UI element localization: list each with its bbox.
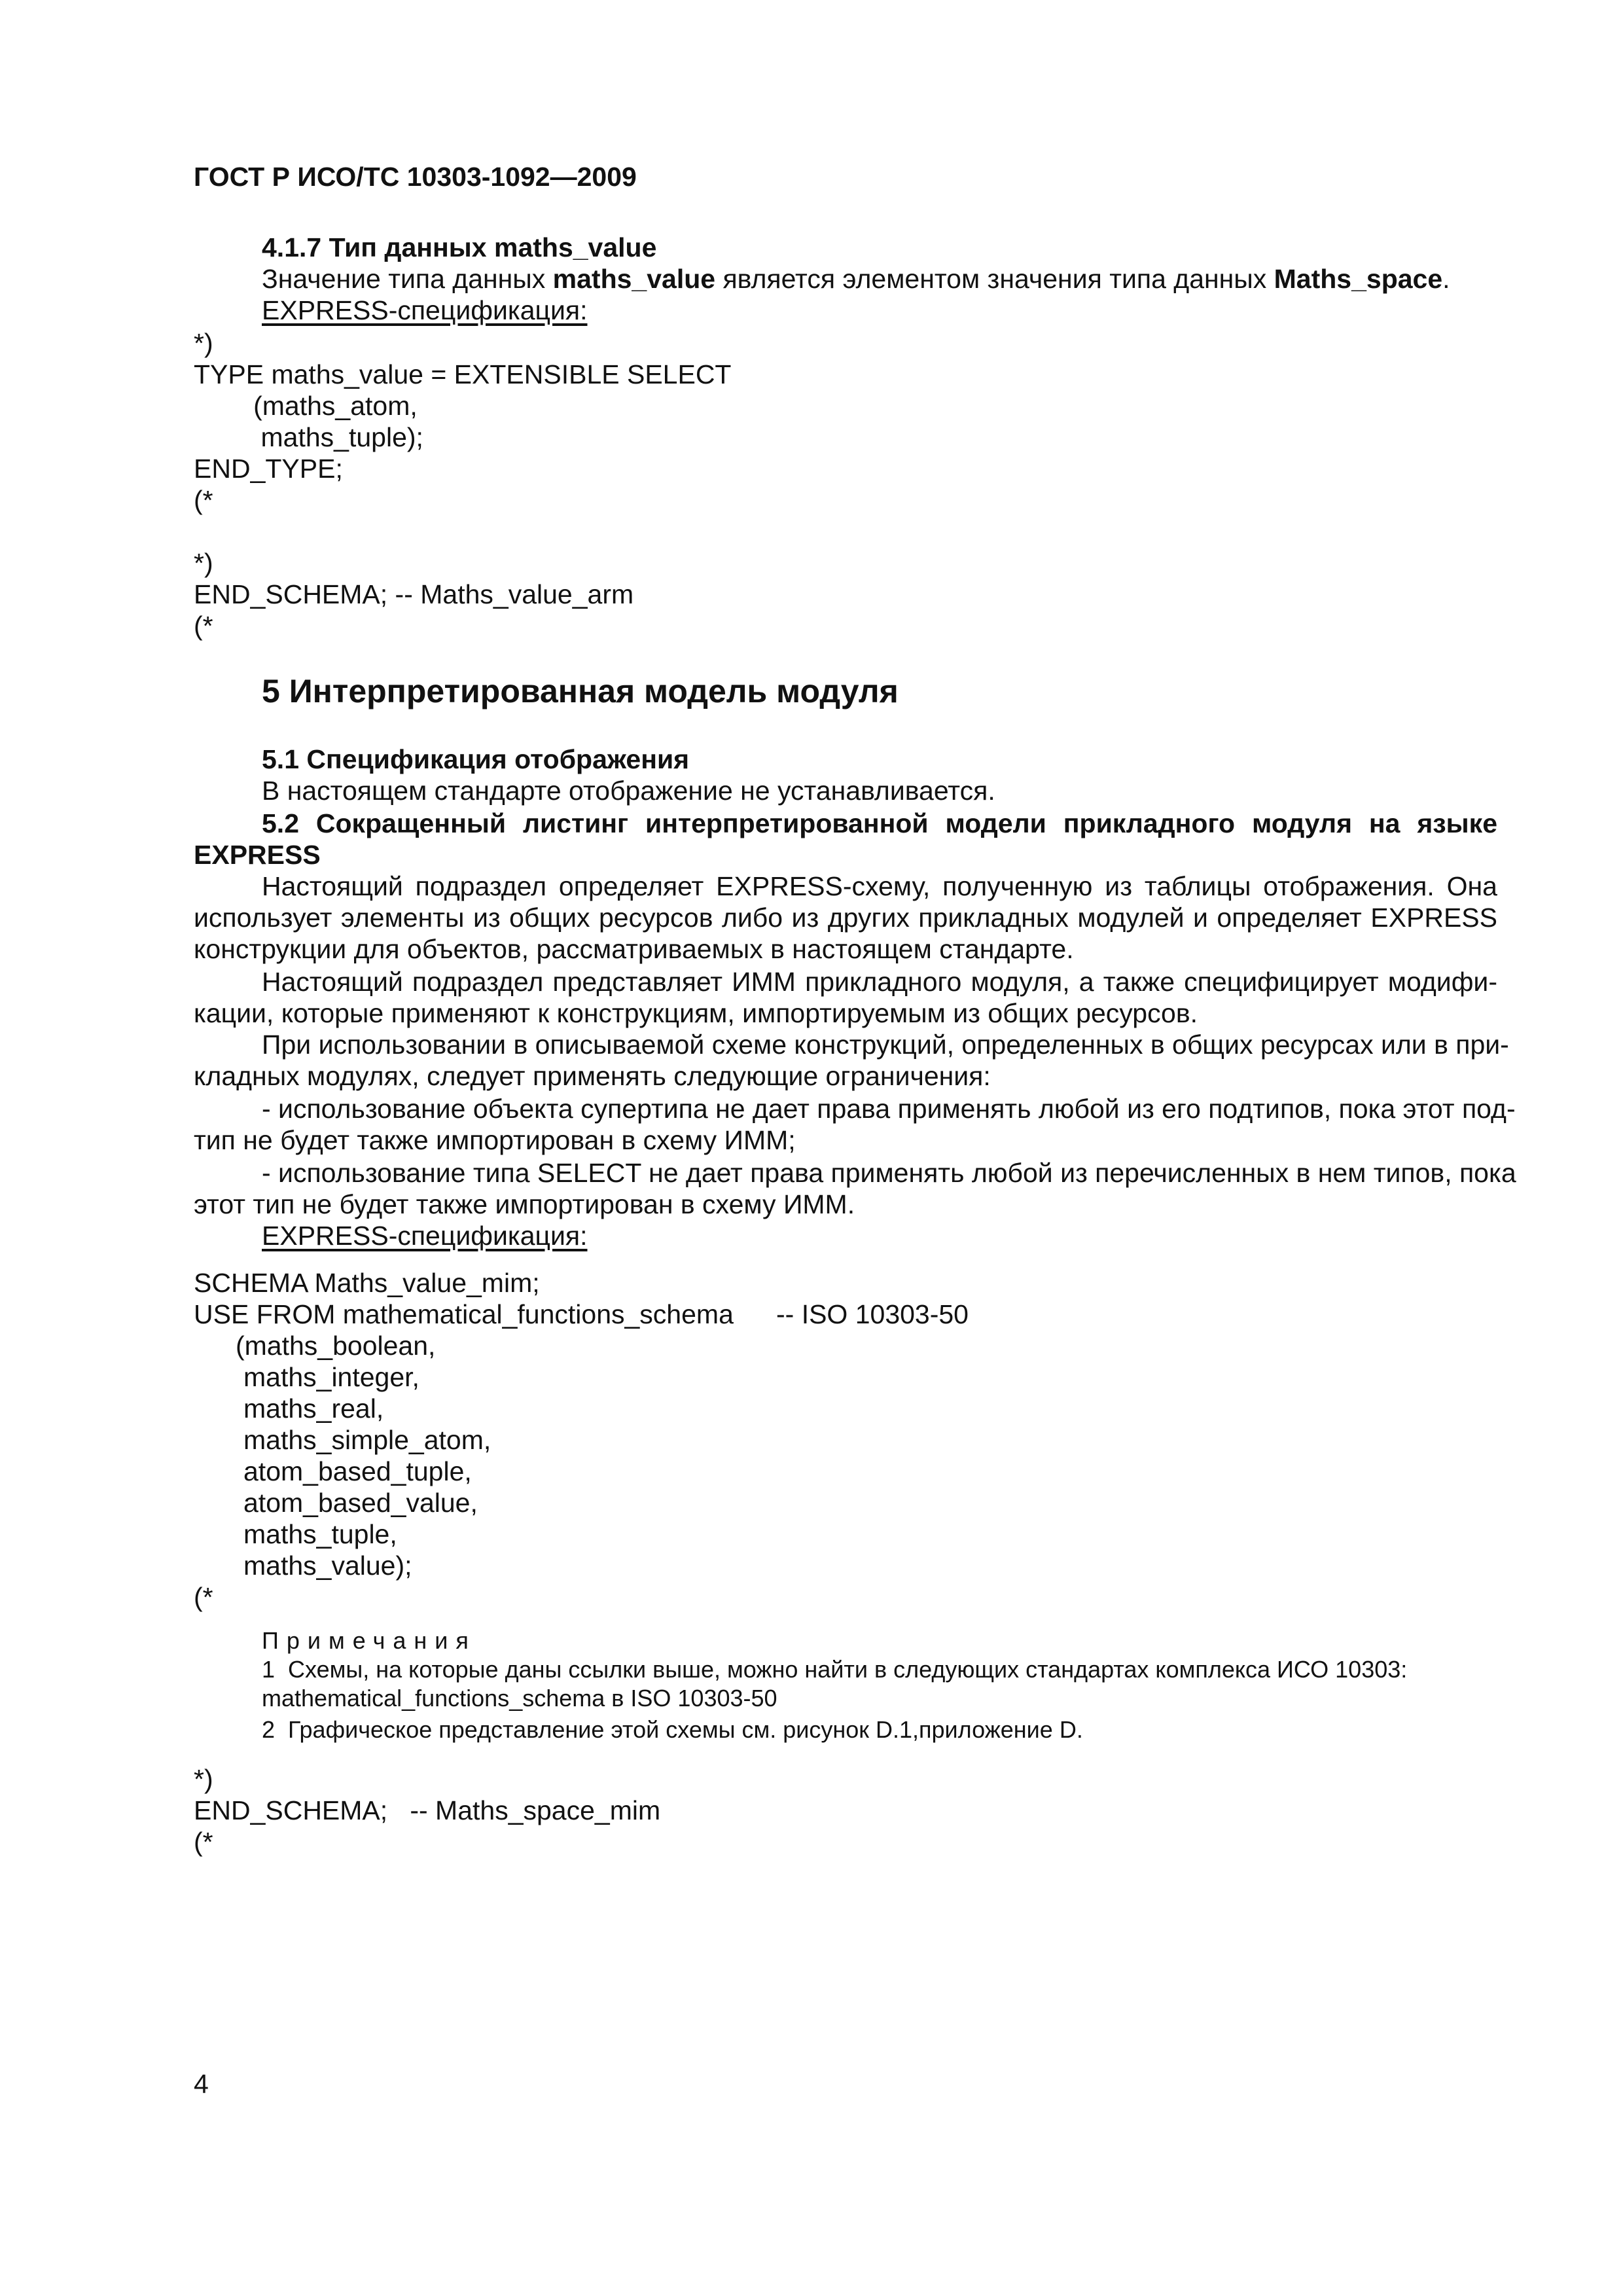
code-line: END_SCHEMA; -- Maths_value_arm <box>194 579 634 609</box>
paragraph-line: Настоящий подраздел определяет EXPRESS-схему, полученную из таблицы отображения. Она <box>262 871 1497 901</box>
code-comment: -- ISO 10303-50 <box>776 1299 969 1329</box>
express-spec-label: EXPRESS-спецификация: <box>262 295 588 325</box>
code-line: maths_simple_atom, <box>243 1425 491 1455</box>
paragraph-line: При использовании в описываемой схеме конструкций, определенных в общих ресурсах или в при- <box>262 1030 1509 1060</box>
code-line: END_TYPE; <box>194 454 343 484</box>
paragraph-line: кладных модулях, следует применять следующие ограничения: <box>194 1061 991 1091</box>
code-line: maths_real, <box>243 1393 384 1424</box>
code-line: (maths_boolean, <box>236 1331 436 1361</box>
code-line: atom_based_value, <box>243 1488 478 1518</box>
paragraph-line: Настоящий подраздел представляет ИММ прикладного модуля, а также специфицирует модифи- <box>262 967 1497 997</box>
section-5-2-title-cont: EXPRESS <box>194 840 321 870</box>
code-line: SCHEMA Maths_value_mim; <box>194 1268 540 1298</box>
paragraph-line: - использование объекта супертипа не дает права применять любой из его подтипов, пока этот под- <box>262 1094 1516 1124</box>
code-line: (* <box>194 485 213 515</box>
section-5-1-title: 5.1 Спецификация отображения <box>262 744 690 774</box>
paragraph-line: использует элементы из общих ресурсов либо из других прикладных модулей и определяет EXPRESS <box>194 903 1497 933</box>
code-line: atom_based_tuple, <box>243 1456 472 1486</box>
code-line: END_SCHEMA; -- Maths_space_mim <box>194 1795 661 1825</box>
paragraph-line: кации, которые применяют к конструкциям, импортируемым из общих ресурсов. <box>194 998 1198 1028</box>
note-1: 1 Схемы, на которые даны ссылки выше, можно найти в следующих стандартах комплекса ИСО 10303: <box>262 1656 1408 1683</box>
code-line: maths_integer, <box>243 1362 419 1392</box>
paragraph-line: - использование типа SELECT не дает права применять любой из перечисленных в нем типов, пока <box>262 1158 1516 1188</box>
paragraph-line: тип не будет также импортирован в схему ИММ; <box>194 1125 796 1155</box>
code-line: *) <box>194 328 213 358</box>
code-line: TYPE maths_value = EXTENSIBLE SELECT <box>194 359 732 389</box>
code-line: (maths_atom, <box>194 391 418 421</box>
paragraph-line: конструкции для объектов, рассматриваемых в настоящем стандарте. <box>194 934 1074 964</box>
document-header: ГОСТ Р ИСО/ТС 10303-1092—2009 <box>194 162 637 192</box>
code-line: (* <box>194 1582 213 1612</box>
code-line: (* <box>194 1827 213 1857</box>
code-line: *) <box>194 548 213 578</box>
paragraph-line: этот тип не будет также импортирован в схему ИММ. <box>194 1189 855 1219</box>
code-line: (* <box>194 611 213 641</box>
code-line: *) <box>194 1764 213 1794</box>
code-line: maths_tuple, <box>243 1519 397 1549</box>
page-number: 4 <box>194 2069 209 2099</box>
express-spec-label: EXPRESS-спецификация: <box>262 1221 588 1251</box>
code-line: maths_value); <box>243 1551 412 1581</box>
section-4-1-7-title: 4.1.7 Тип данных maths_value <box>262 232 657 262</box>
section-5-1-text: В настоящем стандарте отображение не устанавливается. <box>262 776 995 806</box>
note-1-cont: mathematical_functions_schema в ISO 10303-50 <box>262 1685 777 1712</box>
notes-title: Примечания <box>262 1627 476 1654</box>
section-5-title: 5 Интерпретированная модель модуля <box>262 673 899 709</box>
section-4-1-7-text: Значение типа данных maths_value является элементом значения типа данных Maths_space. <box>262 264 1450 294</box>
code-line: maths_tuple); <box>194 422 423 452</box>
section-5-2-title: 5.2 Сокращенный листинг интерпретированной модели прикладного модуля на языке <box>262 808 1497 838</box>
code-line: USE FROM mathematical_functions_schema <box>194 1299 734 1329</box>
note-2: 2 Графическое представление этой схемы см. рисунок D.1,приложение D. <box>262 1716 1083 1743</box>
